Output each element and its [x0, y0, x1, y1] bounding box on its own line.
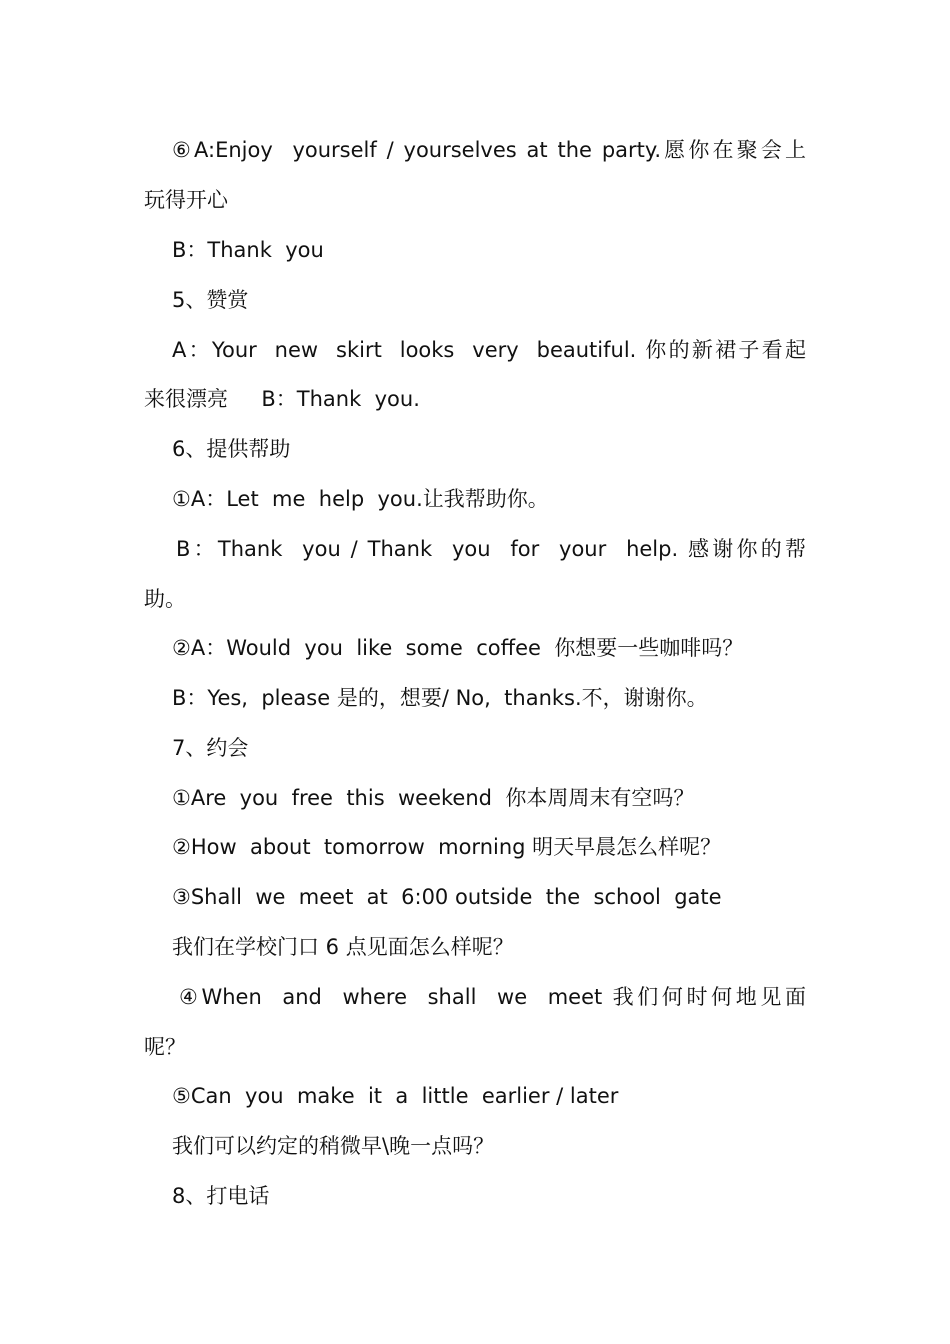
text-line-coffee-reply: B：Yes, please 是的，想要/ No, thanks.不，谢谢你。	[172, 686, 708, 710]
text-line-earlier-later-translation: 我们可以约定的稍微早\晚一点吗？	[172, 1134, 495, 1158]
text-line-thank-you-reply: B：Thank you	[172, 238, 324, 262]
text-line-coffee-offer: ②A：Would you like some coffee 你想要一些咖啡吗？	[172, 636, 744, 660]
text-line-meet-at-gate: ③Shall we meet at 6:00 outside the school gate	[172, 885, 722, 909]
text-line-skirt-praise-cont: 来很漂亮 B：Thank you.	[144, 387, 420, 411]
text-line-thanks-for-help-cont: 助。	[144, 587, 186, 611]
section-heading-praise: 5、赞赏	[172, 288, 249, 312]
text-line-let-me-help: ①A：Let me help you.让我帮助你。	[172, 487, 549, 511]
text-line-tomorrow-morning: ②How about tomorrow morning 明天早晨怎么样呢？	[172, 835, 722, 859]
text-line-party-wish-cont: 玩得开心	[144, 188, 228, 212]
section-heading-appointment: 7、约会	[172, 736, 249, 760]
text-line-thanks-for-help: B：Thank you / Thank you for your help. 感谢你的帮	[176, 537, 806, 561]
section-heading-phone-call: 8、打电话	[172, 1184, 270, 1208]
text-line-earlier-later: ⑤Can you make it a little earlier / later	[172, 1084, 619, 1108]
text-line-when-where: ④When and where shall we meet 我们何时何地见面	[179, 985, 806, 1009]
text-line-party-wish: ⑥A:Enjoy yourself / yourselves at the party.愿你在聚会上	[172, 138, 806, 162]
text-line-meet-at-gate-translation: 我们在学校门口 6 点见面怎么样呢？	[172, 935, 514, 959]
text-line-skirt-praise: A：Your new skirt looks very beautiful. 你的新裙子看起	[172, 338, 806, 362]
text-line-when-where-cont: 呢？	[144, 1035, 186, 1059]
text-line-free-weekend: ①Are you free this weekend 你本周周末有空吗？	[172, 786, 695, 810]
section-heading-offer-help: 6、提供帮助	[172, 437, 291, 461]
